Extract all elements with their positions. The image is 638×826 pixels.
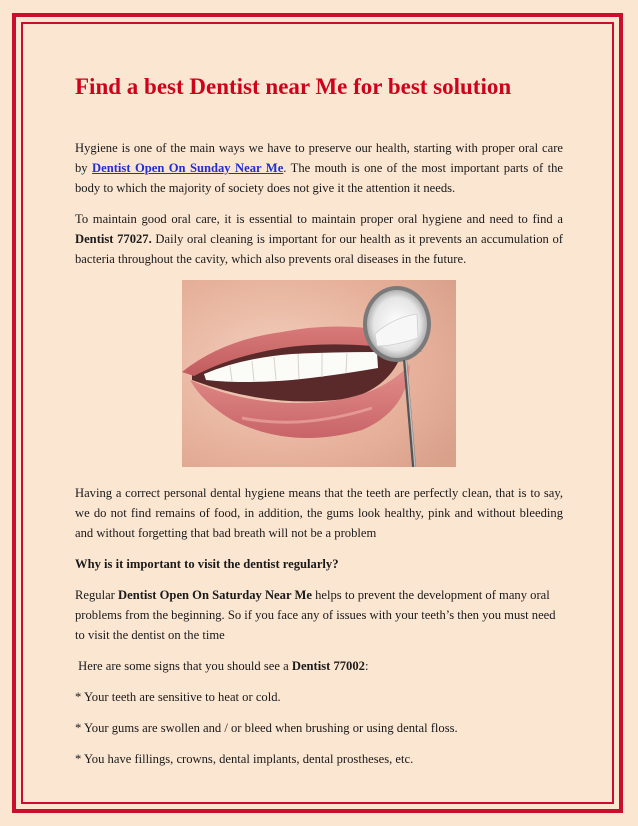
paragraph-hygiene	[75, 138, 563, 198]
text: Here are some signs that you should see a	[75, 659, 292, 673]
smile-dental-mirror-photo	[182, 280, 456, 467]
paragraph-personal-hygiene: Having a correct personal dental hygiene means that the teeth are perfectly clean, that is to say, we do not find remains of food, in addition, the gums look healthy, pink and without bleeding and without forgetting that bad breath will not be a problem	[75, 486, 563, 540]
photo-container	[75, 280, 563, 467]
bullet-item: * Your teeth are sensitive to heat or cold.	[75, 690, 281, 704]
paragraph-regular-visits	[75, 585, 563, 645]
text: :	[364, 659, 369, 673]
page-title: Find a best Dentist near Me for best solution	[75, 74, 512, 99]
bold-text: Dentist 77027.	[75, 232, 152, 246]
text: Hygiene is one of the main ways we have to preserve our health, starting with proper oral care by	[75, 141, 563, 175]
bullet-item: * You have fillings, crowns, dental implants, dental prostheses, etc.	[75, 752, 414, 766]
document-body	[75, 72, 563, 780]
text: To maintain good oral care, it is essential to maintain proper oral hygiene and need to find a	[75, 212, 563, 226]
paragraph-signs-intro	[75, 656, 563, 676]
heading-text: Why is it important to visit the dentist regularly?	[75, 557, 339, 571]
dentist-sunday-link[interactable]: Dentist Open On Sunday Near Me	[92, 161, 284, 175]
text: Regular	[75, 588, 119, 602]
text: Daily oral cleaning is important for our health as it prevents an accumulation of bacteria throughout the cavity, which also prevents oral diseases in the future.	[75, 232, 563, 266]
bullet-item: * Your gums are swollen and / or bleed when brushing or using dental floss.	[75, 721, 458, 735]
bold-text: Dentist 77002	[291, 659, 365, 673]
bold-text: Dentist Open On Saturday Near Me	[118, 588, 312, 602]
text: . The mouth is one of the most important parts of the body to which the majority of society does not give it the attention it needs.	[75, 161, 563, 195]
section-heading	[75, 554, 563, 574]
paragraph-oral-care	[75, 209, 563, 269]
text: helps to prevent the development of many oral problems from the beginning. So if you face any of issues with your teeth’s then you must need to visit the dentist on the time	[75, 588, 556, 642]
